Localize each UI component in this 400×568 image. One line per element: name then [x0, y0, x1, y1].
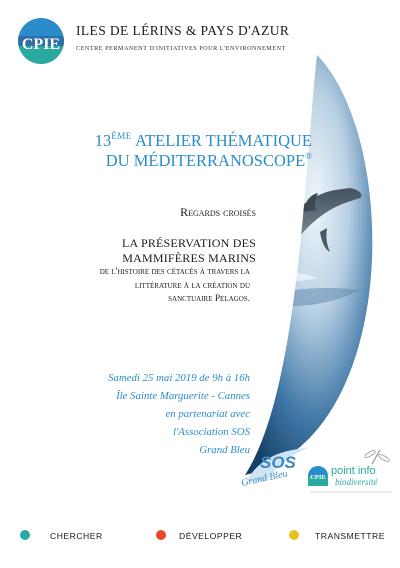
point-info-text: point info — [331, 465, 376, 477]
developper-dot — [156, 530, 166, 540]
regards-croises: Regards croisés — [180, 205, 256, 219]
description-line: sanctuaire Pelagos. — [168, 294, 250, 304]
registered-mark: ® — [305, 151, 312, 161]
topic-line1: LA PRÉSERVATION DES — [122, 236, 256, 250]
event-partner-name: l'Association SOS — [173, 426, 250, 438]
title-line1-rest: ATELIER THÉMATIQUE — [131, 131, 312, 150]
dragonfly-icon — [364, 449, 390, 464]
event-title-line1 — [60, 131, 312, 151]
point-info-logo-text: CPIE — [310, 474, 326, 481]
sos-text: SOS — [260, 453, 296, 472]
chercher-dot — [20, 530, 30, 540]
description-line: littérature à la création du — [134, 280, 250, 291]
organization-subtitle: CENTRE PERMANENT D'INITIATIVES POUR L'ENVIRONNEMENT — [76, 45, 286, 52]
footer-chercher: CHERCHER — [50, 531, 103, 541]
event-date: Samedi 25 mai 2019 de 9h à 16h — [108, 372, 250, 384]
footer-developper: DÉVELOPPER — [179, 531, 243, 541]
grand-bleu-text: Grand Bleu — [240, 468, 289, 489]
organization-name: ILES DE LÉRINS & PAYS D'AZUR — [76, 23, 290, 38]
event-details — [40, 369, 250, 459]
description-line: de l'histoire des cétacés à travers la — [99, 267, 250, 277]
title-superscript: ÈME — [111, 131, 132, 141]
title-line2-text: DU MÉDITERRANOSCOPE — [105, 151, 306, 170]
title-number: 13 — [94, 131, 112, 150]
point-info-biodiversite-logo — [306, 446, 396, 498]
transmettre-dot — [289, 530, 299, 540]
event-partner-name-2: Grand Bleu — [199, 444, 250, 456]
cpie-logo — [18, 18, 64, 64]
event-partner-intro: en partenariat avec — [165, 408, 250, 420]
topic-description — [40, 266, 250, 307]
footer-transmettre: TRANSMETTRE — [315, 531, 385, 541]
logo-text: CPIE — [21, 36, 61, 53]
topic-line2: MAMMIFÈRES MARINS — [122, 251, 256, 265]
event-location: Île Sainte Marguerite - Cannes — [116, 390, 250, 402]
biodiversite-text: biodiversité — [335, 477, 378, 487]
event-title-line2 — [60, 151, 312, 171]
